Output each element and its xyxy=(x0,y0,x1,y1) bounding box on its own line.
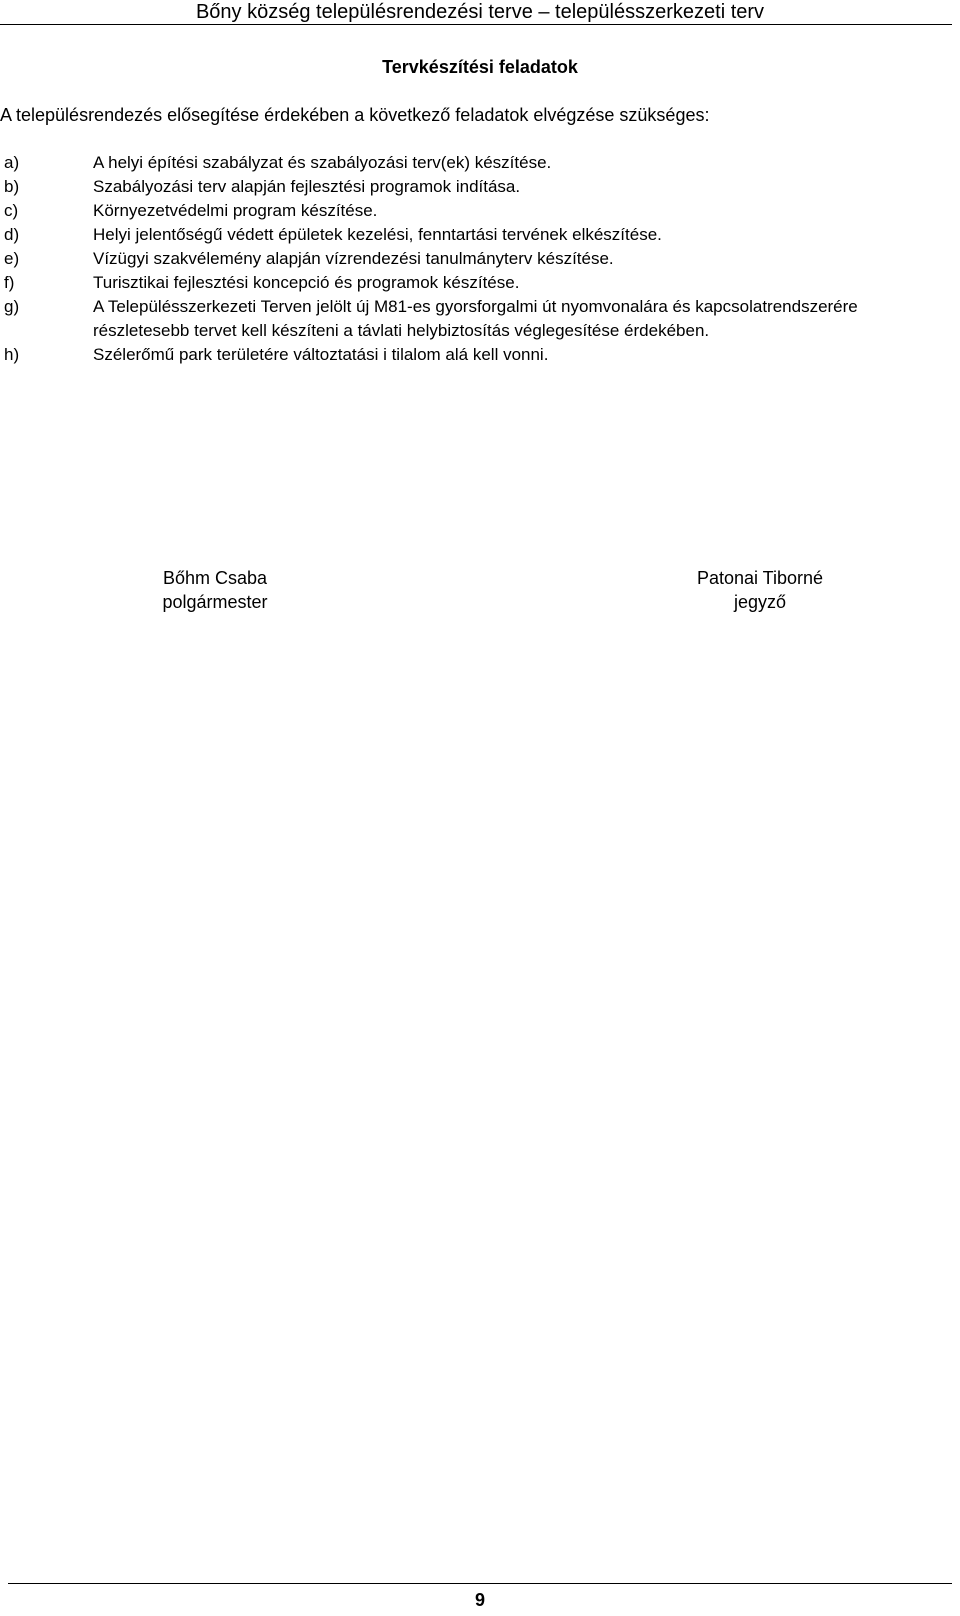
section-title: Tervkészítési feladatok xyxy=(382,57,578,77)
task-text: Környezetvédelmi program készítése. xyxy=(93,201,378,220)
task-list xyxy=(0,151,950,367)
task-text: Szélerőmű park területére változtatási i tilalom alá kell vonni. xyxy=(93,345,549,364)
signature-role: jegyző xyxy=(733,592,787,612)
intro-paragraph: A településrendezés elősegítése érdekében a következő feladatok elvégzése szükséges: xyxy=(0,105,710,125)
task-text: Szabályozási terv alapján fejlesztési programok indítása. xyxy=(93,177,521,196)
page-number: 9 xyxy=(474,1590,485,1610)
signature-role: polgármester xyxy=(162,592,268,612)
task-text: A Településszerkezeti Terven jelölt új M81-es gyorsforgalmi út nyomvonalára és kapcsolatrendszerére részletesebb tervet kell készíteni a távlati helybiztosítás véglegesítése érdekében. xyxy=(93,297,858,340)
signature-name: Bőhm Csaba xyxy=(162,568,268,588)
task-item-h xyxy=(0,343,950,367)
task-item-b xyxy=(0,175,950,199)
task-item-f xyxy=(0,271,950,295)
task-text: A helyi építési szabályzat és szabályozási terv(ek) készítése. xyxy=(93,153,552,172)
signature-mayor xyxy=(95,566,335,614)
task-letter: h) xyxy=(4,345,20,364)
task-letter: a) xyxy=(4,153,20,172)
task-item-d xyxy=(0,223,950,247)
task-text: Vízügyi szakvélemény alapján vízrendezési tanulmányterv készítése. xyxy=(93,249,614,268)
task-text: Turisztikai fejlesztési koncepció és programok készítése. xyxy=(93,273,520,292)
signature-notary xyxy=(640,566,880,614)
signature-name: Patonai Tiborné xyxy=(696,568,824,588)
task-item-e xyxy=(0,247,950,271)
page-header-title: Bőny község településrendezési terve – településszerkezeti terv xyxy=(195,1,765,23)
task-item-g xyxy=(0,295,950,343)
task-letter: c) xyxy=(4,201,19,220)
header-divider xyxy=(0,24,952,25)
task-letter: f) xyxy=(4,273,15,292)
task-text: Helyi jelentőségű védett épületek kezelési, fenntartási tervének elkészítése. xyxy=(93,225,662,244)
task-letter: d) xyxy=(4,225,20,244)
footer-divider xyxy=(8,1583,952,1584)
task-item-a xyxy=(0,151,950,175)
task-letter: e) xyxy=(4,249,20,268)
task-letter: b) xyxy=(4,177,20,196)
task-letter: g) xyxy=(4,297,20,316)
task-item-c xyxy=(0,199,950,223)
